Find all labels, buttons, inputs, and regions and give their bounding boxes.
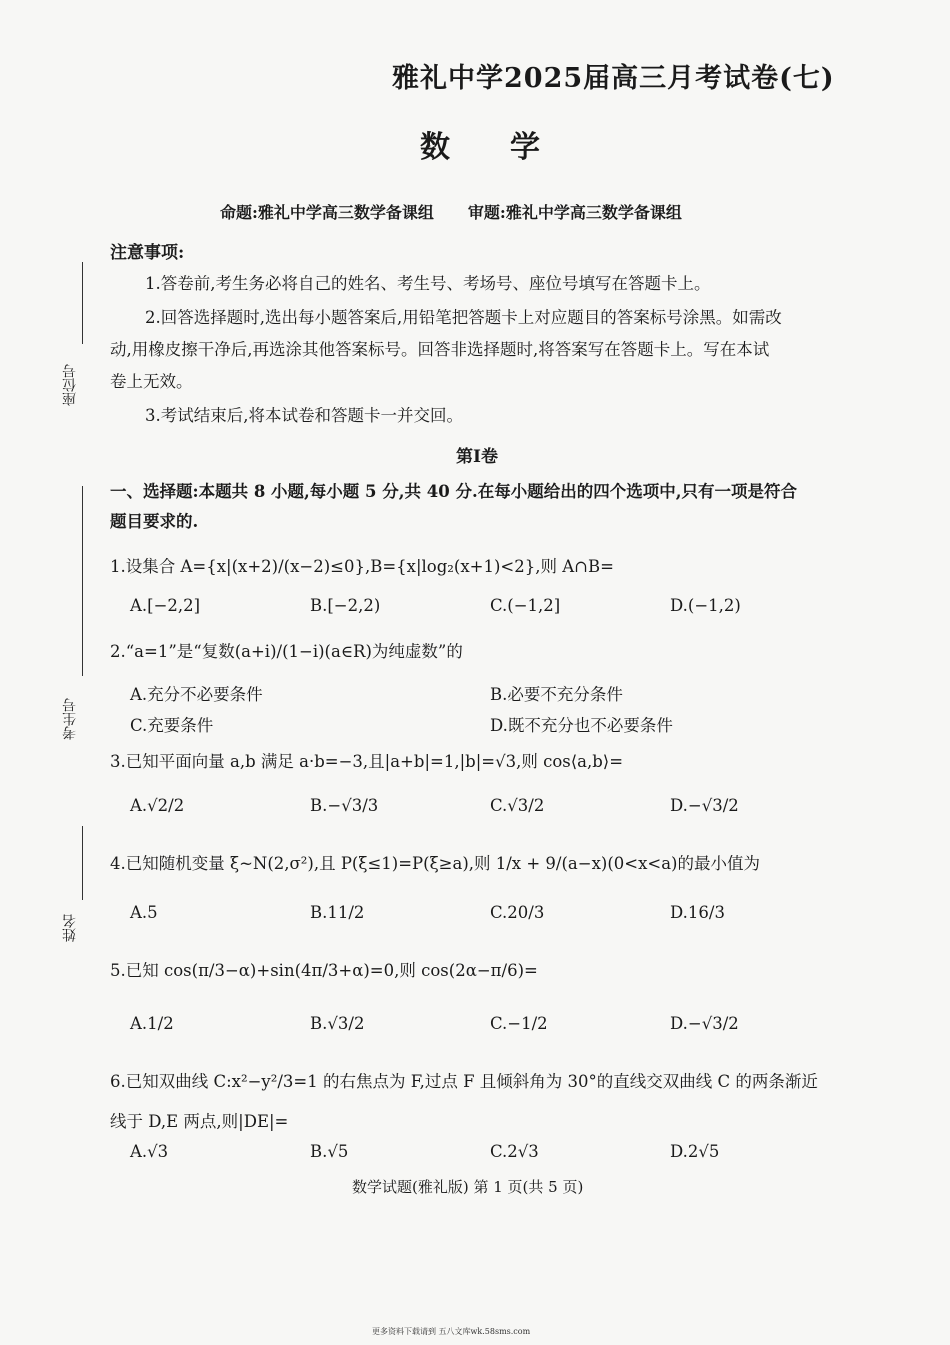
name-line	[82, 826, 83, 900]
q6-option-d: D.2√5	[670, 1142, 720, 1161]
exam-no-label: 考生号	[62, 698, 78, 740]
notice-item-2-cont: 动,用橡皮擦干净后,再选涂其他答案标号。回答非选择题时,将答案写在答题卡上。写在本试	[110, 340, 770, 359]
q5-option-a: A.1/2	[130, 1014, 174, 1033]
q3-option-b: B.−√3/3	[310, 796, 379, 815]
q4-option-c: C.20/3	[490, 903, 545, 922]
q4-option-a: A.5	[130, 903, 158, 922]
q6-option-a: A.√3	[130, 1142, 169, 1161]
seat-label: 座位号	[62, 364, 78, 406]
question-4-stem: 4.已知随机变量 ξ~N(2,σ²),且 P(ξ≤1)=P(ξ≥a),则 1/x + 9/(a−x)(0<x<a)的最小值为	[110, 854, 760, 873]
notice-item-2: 2.回答选择题时,选出每小题答案后,用铅笔把答题卡上对应题目的答案标号涂黑。如需改	[145, 308, 782, 327]
q3-option-d: D.−√3/2	[670, 796, 739, 815]
exam-title: 雅礼中学2025届高三月考试卷(七)	[392, 63, 835, 94]
q6-option-c: C.2√3	[490, 1142, 539, 1161]
notice-item-1: 1.答卷前,考生务必将自己的姓名、考生号、考场号、座位号填写在答题卡上。	[145, 274, 711, 293]
reviewer: 审题:雅礼中学高三数学备课组	[467, 203, 682, 222]
seat-line	[82, 262, 83, 344]
q2-option-c: C.充要条件	[130, 716, 214, 735]
q4-option-d: D.16/3	[670, 903, 725, 922]
exam-no-line	[82, 486, 83, 676]
q3-option-a: A.√2/2	[130, 796, 185, 815]
part-heading: 第Ⅰ卷	[456, 447, 498, 467]
question-3-stem: 3.已知平面向量 a,b 满足 a·b=−3,且|a+b|=1,|b|=√3,则 cos⟨a,b⟩=	[110, 752, 624, 771]
subject-title: 数学	[420, 130, 600, 165]
q3-option-c: C.√3/2	[490, 796, 545, 815]
q1-option-c: C.(−1,2]	[490, 596, 561, 615]
q5-option-d: D.−√3/2	[670, 1014, 739, 1033]
author-line	[220, 200, 682, 223]
question-5-stem: 5.已知 cos(π/3−α)+sin(4π/3+α)=0,则 cos(2α−π/6)=	[110, 961, 538, 980]
q6-option-b: B.√5	[310, 1142, 349, 1161]
q2-option-d: D.既不充分也不必要条件	[490, 716, 673, 735]
notice-item-2-end: 卷上无效。	[110, 372, 193, 391]
q2-option-b: B.必要不充分条件	[490, 685, 623, 704]
q1-option-a: A.[−2,2]	[130, 596, 201, 615]
q5-option-c: C.−1/2	[490, 1014, 548, 1033]
question-1-stem: 1.设集合 A={x|(x+2)/(x−2)≤0},B={x|log₂(x+1)<2},则 A∩B=	[110, 557, 614, 576]
section-heading-cont: 题目要求的.	[110, 512, 199, 531]
q4-option-b: B.11/2	[310, 903, 365, 922]
author: 命题:雅礼中学高三数学备课组	[220, 203, 434, 222]
notice-heading: 注意事项:	[110, 243, 185, 263]
q1-option-b: B.[−2,2)	[310, 596, 381, 615]
question-6-stem-cont: 线于 D,E 两点,则|DE|=	[110, 1112, 289, 1131]
q1-option-d: D.(−1,2)	[670, 596, 741, 615]
q5-option-b: B.√3/2	[310, 1014, 365, 1033]
notice-item-3: 3.考试结束后,将本试卷和答题卡一并交回。	[145, 406, 463, 425]
name-label: 姓名	[62, 914, 78, 942]
page-footer: 数学试题(雅礼版) 第 1 页(共 5 页)	[352, 1178, 584, 1196]
question-2-stem: 2.“a=1”是“复数(a+i)/(1−i)(a∈R)为纯虚数”的	[110, 642, 463, 661]
watermark-text: 更多资料下载请到 五八文库wk.58sms.com	[372, 1327, 531, 1336]
q2-option-a: A.充分不必要条件	[130, 685, 263, 704]
question-6-stem: 6.已知双曲线 C:x²−y²/3=1 的右焦点为 F,过点 F 且倾斜角为 30°的直线交双曲线 C 的两条渐近	[110, 1072, 818, 1091]
section-heading: 一、选择题:本题共 8 小题,每小题 5 分,共 40 分.在每小题给出的四个选项中,只有一项是符合	[110, 482, 797, 501]
